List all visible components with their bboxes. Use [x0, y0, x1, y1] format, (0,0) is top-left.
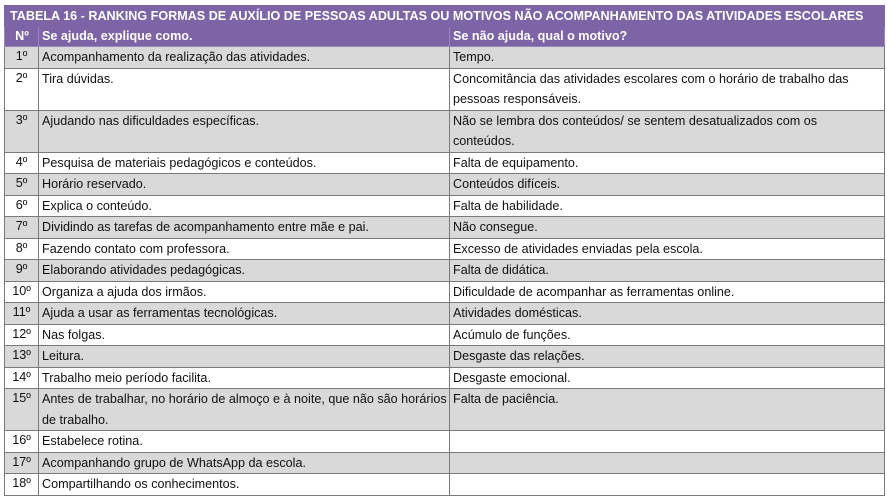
cell-rank: 3º — [5, 110, 39, 152]
cell-help: Leitura. — [39, 346, 450, 368]
header-reason: Se não ajuda, qual o motivo? — [450, 27, 885, 47]
cell-rank: 4º — [5, 152, 39, 174]
cell-help: Acompanhando grupo de WhatsApp da escola. — [39, 452, 450, 474]
table-row — [5, 260, 885, 282]
table-row — [5, 195, 885, 217]
cell-rank: 13º — [5, 346, 39, 368]
cell-reason: Tempo. — [450, 47, 885, 69]
table-row — [5, 68, 885, 110]
cell-help: Dividindo as tarefas de acompanhamento entre mãe e pai. — [39, 217, 450, 239]
cell-reason: Não consegue. — [450, 217, 885, 239]
cell-reason: Falta de paciência. — [450, 389, 885, 431]
cell-reason: Falta de didática. — [450, 260, 885, 282]
ranking-table — [4, 5, 885, 496]
cell-rank: 18º — [5, 474, 39, 496]
cell-reason: Falta de habilidade. — [450, 195, 885, 217]
cell-help: Horário reservado. — [39, 174, 450, 196]
cell-rank: 11º — [5, 303, 39, 325]
cell-help: Elaborando atividades pedagógicas. — [39, 260, 450, 282]
table-row — [5, 452, 885, 474]
cell-rank: 5º — [5, 174, 39, 196]
cell-reason: Conteúdos difíceis. — [450, 174, 885, 196]
cell-reason: Falta de equipamento. — [450, 152, 885, 174]
table-row — [5, 110, 885, 152]
cell-reason: Dificuldade de acompanhar as ferramentas online. — [450, 281, 885, 303]
table-row — [5, 346, 885, 368]
table-body — [5, 47, 885, 496]
table-row — [5, 174, 885, 196]
cell-rank: 12º — [5, 324, 39, 346]
cell-reason — [450, 452, 885, 474]
cell-reason: Atividades domésticas. — [450, 303, 885, 325]
cell-rank: 17º — [5, 452, 39, 474]
cell-help: Organiza a ajuda dos irmãos. — [39, 281, 450, 303]
table-row — [5, 431, 885, 453]
cell-rank: 8º — [5, 238, 39, 260]
cell-help: Explica o conteúdo. — [39, 195, 450, 217]
cell-rank: 10º — [5, 281, 39, 303]
cell-reason: Concomitância das atividades escolares com o horário de trabalho das pessoas responsáveis. — [450, 68, 885, 110]
cell-reason — [450, 431, 885, 453]
table-title: TABELA 16 - RANKING FORMAS DE AUXÍLIO DE PESSOAS ADULTAS OU MOTIVOS NÃO ACOMPANHAMENTO DAS ATIVIDADES ESCOLARES — [5, 6, 885, 27]
cell-help: Trabalho meio período facilita. — [39, 367, 450, 389]
cell-rank: 6º — [5, 195, 39, 217]
cell-help: Fazendo contato com professora. — [39, 238, 450, 260]
cell-help: Ajuda a usar as ferramentas tecnológicas. — [39, 303, 450, 325]
cell-rank: 15º — [5, 389, 39, 431]
cell-rank: 14º — [5, 367, 39, 389]
table-row — [5, 303, 885, 325]
cell-help: Pesquisa de materiais pedagógicos e conteúdos. — [39, 152, 450, 174]
cell-rank: 2º — [5, 68, 39, 110]
cell-rank: 7º — [5, 217, 39, 239]
cell-help: Antes de trabalhar, no horário de almoço e à noite, que não são horários de trabalho. — [39, 389, 450, 431]
table-row — [5, 389, 885, 431]
cell-reason: Excesso de atividades enviadas pela escola. — [450, 238, 885, 260]
table-row — [5, 47, 885, 69]
cell-help: Estabelece rotina. — [39, 431, 450, 453]
table-row — [5, 238, 885, 260]
cell-help: Compartilhando os conhecimentos. — [39, 474, 450, 496]
table-row — [5, 367, 885, 389]
cell-rank: 16º — [5, 431, 39, 453]
cell-help: Acompanhamento da realização das atividades. — [39, 47, 450, 69]
cell-help: Nas folgas. — [39, 324, 450, 346]
table-row — [5, 324, 885, 346]
cell-help: Tira dúvidas. — [39, 68, 450, 110]
header-rank: Nº — [5, 27, 39, 47]
cell-reason: Desgaste das relações. — [450, 346, 885, 368]
table-row — [5, 217, 885, 239]
table-row — [5, 474, 885, 496]
cell-rank: 9º — [5, 260, 39, 282]
cell-help: Ajudando nas dificuldades específicas. — [39, 110, 450, 152]
cell-reason: Não se lembra dos conteúdos/ se sentem desatualizados com os conteúdos. — [450, 110, 885, 152]
cell-reason: Acúmulo de funções. — [450, 324, 885, 346]
ranking-table-container — [4, 5, 884, 496]
cell-reason — [450, 474, 885, 496]
table-row — [5, 281, 885, 303]
header-help: Se ajuda, explique como. — [39, 27, 450, 47]
table-row — [5, 152, 885, 174]
cell-rank: 1º — [5, 47, 39, 69]
cell-reason: Desgaste emocional. — [450, 367, 885, 389]
